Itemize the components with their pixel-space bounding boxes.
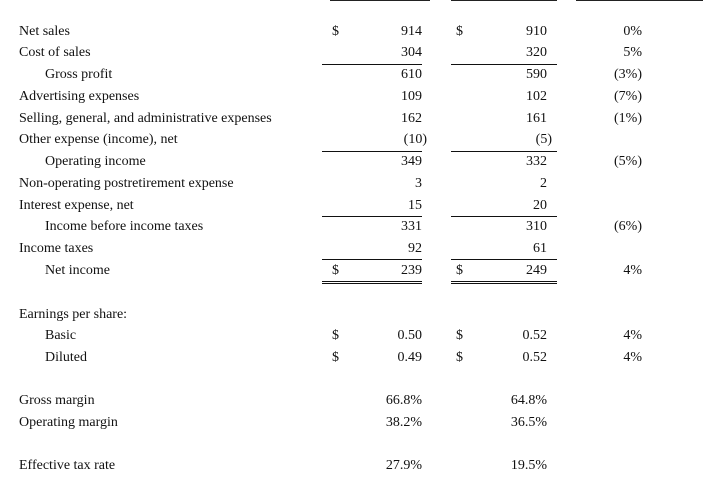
table-row-postretirement	[0, 174, 710, 194]
percent-change: 4%	[623, 263, 642, 278]
currency-symbol: $	[456, 263, 463, 278]
table-row-operating-margin	[0, 413, 710, 433]
table-row-operating-income	[0, 152, 710, 172]
percent-change: 4%	[623, 328, 642, 343]
percent-change: (1%)	[614, 111, 642, 126]
table-row-sga	[0, 109, 710, 129]
value-current: 0.49	[397, 350, 422, 365]
total-double-rule	[322, 281, 422, 282]
value-prior: 102	[526, 89, 547, 104]
row-label: Selling, general, and administrative expenses	[19, 111, 272, 126]
row-label: Income before income taxes	[45, 219, 204, 234]
value-prior: 36.5%	[510, 415, 547, 430]
value-current: 92	[408, 241, 422, 256]
row-label: Operating margin	[19, 415, 118, 430]
row-label: Effective tax rate	[19, 458, 116, 473]
percent-change: 5%	[623, 45, 642, 60]
value-prior: 910	[526, 24, 547, 39]
row-label: Gross profit	[45, 67, 113, 82]
value-prior: 320	[526, 45, 547, 60]
column-header-rule-3	[576, 0, 703, 1]
value-current: 109	[401, 89, 422, 104]
value-prior: 0.52	[522, 328, 547, 343]
table-row-income-before-taxes	[0, 217, 710, 237]
currency-symbol: $	[456, 24, 463, 39]
value-current: 239	[401, 263, 422, 278]
value-current: 3	[415, 176, 422, 191]
column-header-rule-2	[451, 0, 557, 1]
table-row-interest-expense	[0, 196, 710, 216]
percent-change: 4%	[623, 350, 642, 365]
value-current: 0.50	[397, 328, 422, 343]
table-row-income-taxes	[0, 239, 710, 259]
table-row-net-sales	[0, 22, 710, 42]
value-prior: 61	[533, 241, 547, 256]
row-label: Other expense (income), net	[19, 132, 178, 147]
table-row-effective-tax-rate	[0, 456, 710, 476]
value-prior: 20	[533, 198, 547, 213]
value-current: 27.9%	[385, 458, 422, 473]
value-current: 610	[401, 67, 422, 82]
table-row-eps-diluted	[0, 348, 710, 368]
value-prior: 249	[526, 263, 547, 278]
value-current: 15	[408, 198, 422, 213]
table-row-eps-basic	[0, 326, 710, 346]
value-prior: 310	[526, 219, 547, 234]
value-current: 349	[401, 154, 422, 169]
row-label: Diluted	[45, 350, 87, 365]
value-current: 914	[401, 24, 422, 39]
table-row-other-expense	[0, 130, 710, 150]
row-label: Net income	[45, 263, 110, 278]
value-prior: 332	[526, 154, 547, 169]
subtotal-rule	[451, 259, 557, 260]
value-prior: 0.52	[522, 350, 547, 365]
value-prior: 590	[526, 67, 547, 82]
row-label: Income taxes	[19, 241, 94, 256]
currency-symbol: $	[332, 328, 339, 343]
row-label: Cost of sales	[19, 45, 91, 60]
row-label: Interest expense, net	[19, 198, 134, 213]
total-double-rule	[451, 283, 557, 284]
value-current: 331	[401, 219, 422, 234]
row-label: Basic	[45, 328, 77, 343]
table-row-net-income	[0, 261, 710, 281]
value-current: 38.2%	[385, 415, 422, 430]
percent-change: (6%)	[614, 219, 642, 234]
value-prior: 161	[526, 111, 547, 126]
value-current: 162	[401, 111, 422, 126]
value-prior: 64.8%	[510, 393, 547, 408]
section-heading: Earnings per share:	[19, 307, 128, 322]
value-prior: 19.5%	[510, 458, 547, 473]
currency-symbol: $	[332, 350, 339, 365]
percent-change: 0%	[623, 24, 642, 39]
total-double-rule	[322, 283, 422, 284]
percent-change: (7%)	[614, 89, 642, 104]
row-label: Gross margin	[19, 393, 95, 408]
row-label: Advertising expenses	[19, 89, 140, 104]
row-label: Net sales	[19, 24, 70, 39]
total-double-rule	[451, 281, 557, 282]
percent-change: (5%)	[614, 154, 642, 169]
currency-symbol: $	[332, 24, 339, 39]
table-row-eps-header	[0, 305, 710, 325]
percent-change: (3%)	[614, 67, 642, 82]
value-current: (10)	[403, 132, 427, 147]
table-row-advertising	[0, 87, 710, 107]
value-current: 304	[401, 45, 422, 60]
table-row-cost-of-sales	[0, 43, 710, 63]
currency-symbol: $	[456, 350, 463, 365]
value-prior: 2	[540, 176, 547, 191]
table-row-gross-margin	[0, 391, 710, 411]
table-row-gross-profit	[0, 65, 710, 85]
currency-symbol: $	[456, 328, 463, 343]
subtotal-rule	[322, 259, 422, 260]
row-label: Operating income	[45, 154, 146, 169]
row-label: Non-operating postretirement expense	[19, 176, 234, 191]
value-prior: (5)	[535, 132, 552, 147]
currency-symbol: $	[332, 263, 339, 278]
value-current: 66.8%	[385, 393, 422, 408]
column-header-rule-1	[330, 0, 430, 1]
